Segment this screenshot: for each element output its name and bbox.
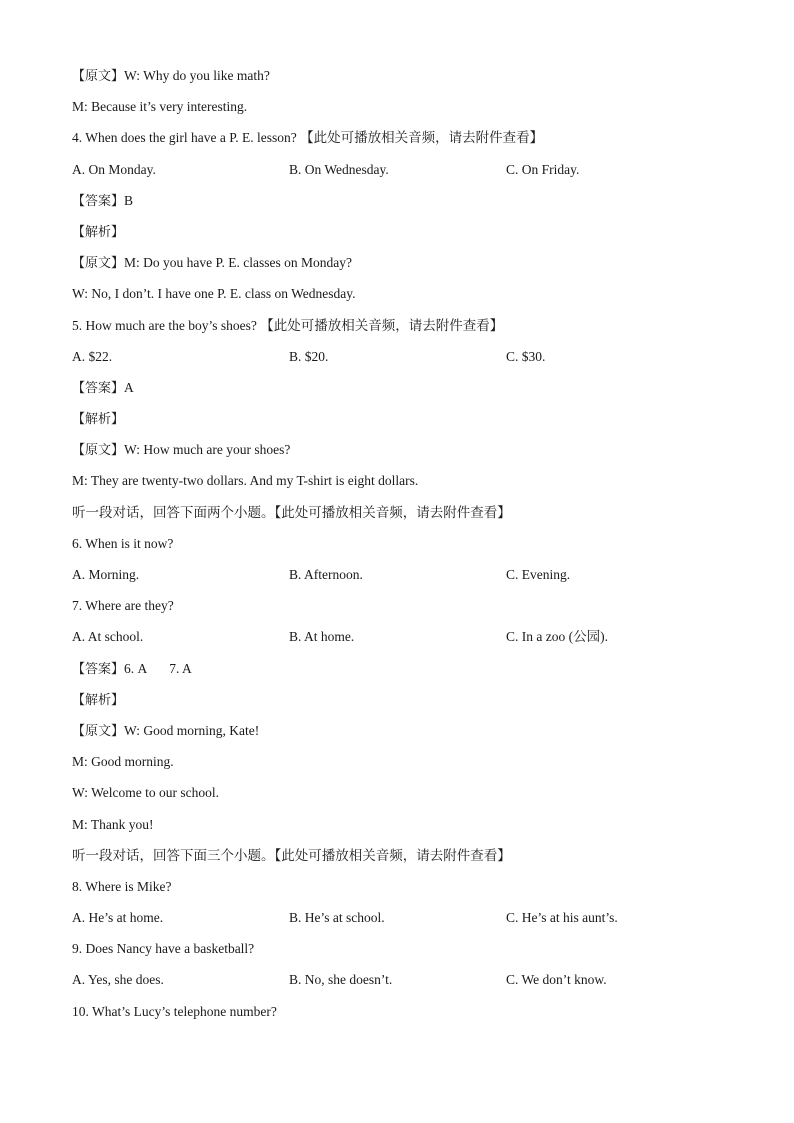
option-c: C. $30.: [506, 348, 546, 364]
tagged-line: [72, 409, 732, 440]
text-line: [72, 596, 732, 627]
text-line: [72, 97, 732, 128]
answer-options: [72, 627, 732, 658]
section-tag: 【原文】: [72, 723, 125, 739]
option-c: C. In a zoo (公园).: [506, 629, 608, 645]
answer-options: [72, 565, 732, 596]
line-text: 7. Where are they?: [72, 598, 174, 614]
option-b: B. $20.: [289, 348, 329, 364]
text-line: [72, 752, 732, 783]
line-text: W: Why do you like math?: [124, 68, 270, 83]
line-text: M: Good morning.: [72, 754, 174, 770]
line-text: W: No, I don’t. I have one P. E. class on Wednesday.: [72, 286, 356, 302]
section-tag: 【答案】: [72, 380, 125, 396]
tagged-line: [72, 66, 732, 97]
text-line: [72, 503, 732, 534]
section-tag: 【答案】: [72, 661, 125, 677]
option-a: A. Yes, she does.: [72, 972, 164, 988]
text-line: [72, 128, 732, 159]
tagged-line: [72, 191, 732, 222]
option-a: A. On Monday.: [72, 161, 156, 177]
option-a: A. $22.: [72, 348, 113, 364]
section-tag: 【答案】: [72, 193, 125, 209]
section-tag: 【原文】: [72, 256, 125, 272]
line-text: W: Good morning, Kate!: [124, 722, 260, 738]
text-line: [72, 815, 732, 846]
line-text: M: Thank you!: [72, 816, 154, 832]
option-a: A. At school.: [72, 629, 144, 645]
line-text: M: Do you have P. E. classes on Monday?: [124, 255, 352, 271]
option-b: B. Afternoon.: [289, 567, 363, 582]
option-a: A. He’s at home.: [72, 910, 164, 926]
option-c: C. We don’t know.: [506, 972, 607, 988]
tagged-line: [72, 440, 732, 471]
line-text: 听一段对话，回答下面三个小题。【此处可播放相关音频，请去附件查看】: [72, 847, 511, 863]
option-b: B. He’s at school.: [289, 910, 385, 926]
section-tag: 【解析】: [72, 692, 125, 708]
line-text: 6. When is it now?: [72, 535, 174, 551]
line-text: 4. When does the girl have a P. E. lesson? 【此处可播放相关音频，请去附件查看】: [72, 130, 544, 146]
line-text: M: They are twenty-two dollars. And my T-shirt is eight dollars.: [72, 473, 419, 489]
tagged-line: [72, 222, 732, 253]
line-text: 10. What’s Lucy’s telephone number?: [72, 1003, 277, 1019]
text-line: [72, 1002, 732, 1033]
answer-options: [72, 970, 732, 1001]
line-text-2: 7. A: [169, 660, 192, 676]
section-tag: 【解析】: [72, 224, 125, 240]
document-body: [72, 66, 732, 1033]
line-text: W: Welcome to our school.: [72, 785, 220, 801]
text-line: [72, 783, 732, 814]
option-b: B. At home.: [289, 629, 355, 645]
option-a: A. Morning.: [72, 567, 140, 582]
line-text: 9. Does Nancy have a basketball?: [72, 941, 255, 957]
line-text: W: How much are your shoes?: [124, 442, 291, 458]
answer-options: [72, 347, 732, 378]
section-tag: 【原文】: [72, 443, 125, 459]
text-line: [72, 534, 732, 565]
line-text: 8. Where is Mike?: [72, 878, 172, 894]
option-c: C. Evening.: [506, 567, 571, 582]
option-b: B. No, she doesn’t.: [289, 972, 393, 988]
option-b: B. On Wednesday.: [289, 161, 389, 177]
line-text: A: [124, 379, 134, 395]
tagged-line: [72, 721, 732, 752]
tagged-line: [72, 378, 732, 409]
text-line: [72, 939, 732, 970]
line-text: B: [124, 192, 134, 208]
option-c: C. On Friday.: [506, 161, 580, 177]
line-text: 6. A: [124, 660, 148, 676]
text-line: [72, 471, 732, 502]
text-line: [72, 846, 732, 877]
tagged-line: [72, 690, 732, 721]
option-c: C. He’s at his aunt’s.: [506, 910, 618, 926]
answer-options: [72, 908, 732, 939]
line-text: 5. How much are the boy’s shoes? 【此处可播放相关音频，请去附件查看】: [72, 317, 504, 333]
line-text: M: Because it’s very interesting.: [72, 99, 248, 115]
text-line: [72, 284, 732, 315]
answer-options: [72, 160, 732, 191]
section-tag: 【原文】: [72, 69, 125, 84]
line-text: 听一段对话，回答下面两个小题。【此处可播放相关音频，请去附件查看】: [72, 504, 511, 520]
text-line: [72, 877, 732, 908]
tagged-line: [72, 659, 732, 690]
tagged-line: [72, 253, 732, 284]
text-line: [72, 316, 732, 347]
section-tag: 【解析】: [72, 412, 125, 428]
